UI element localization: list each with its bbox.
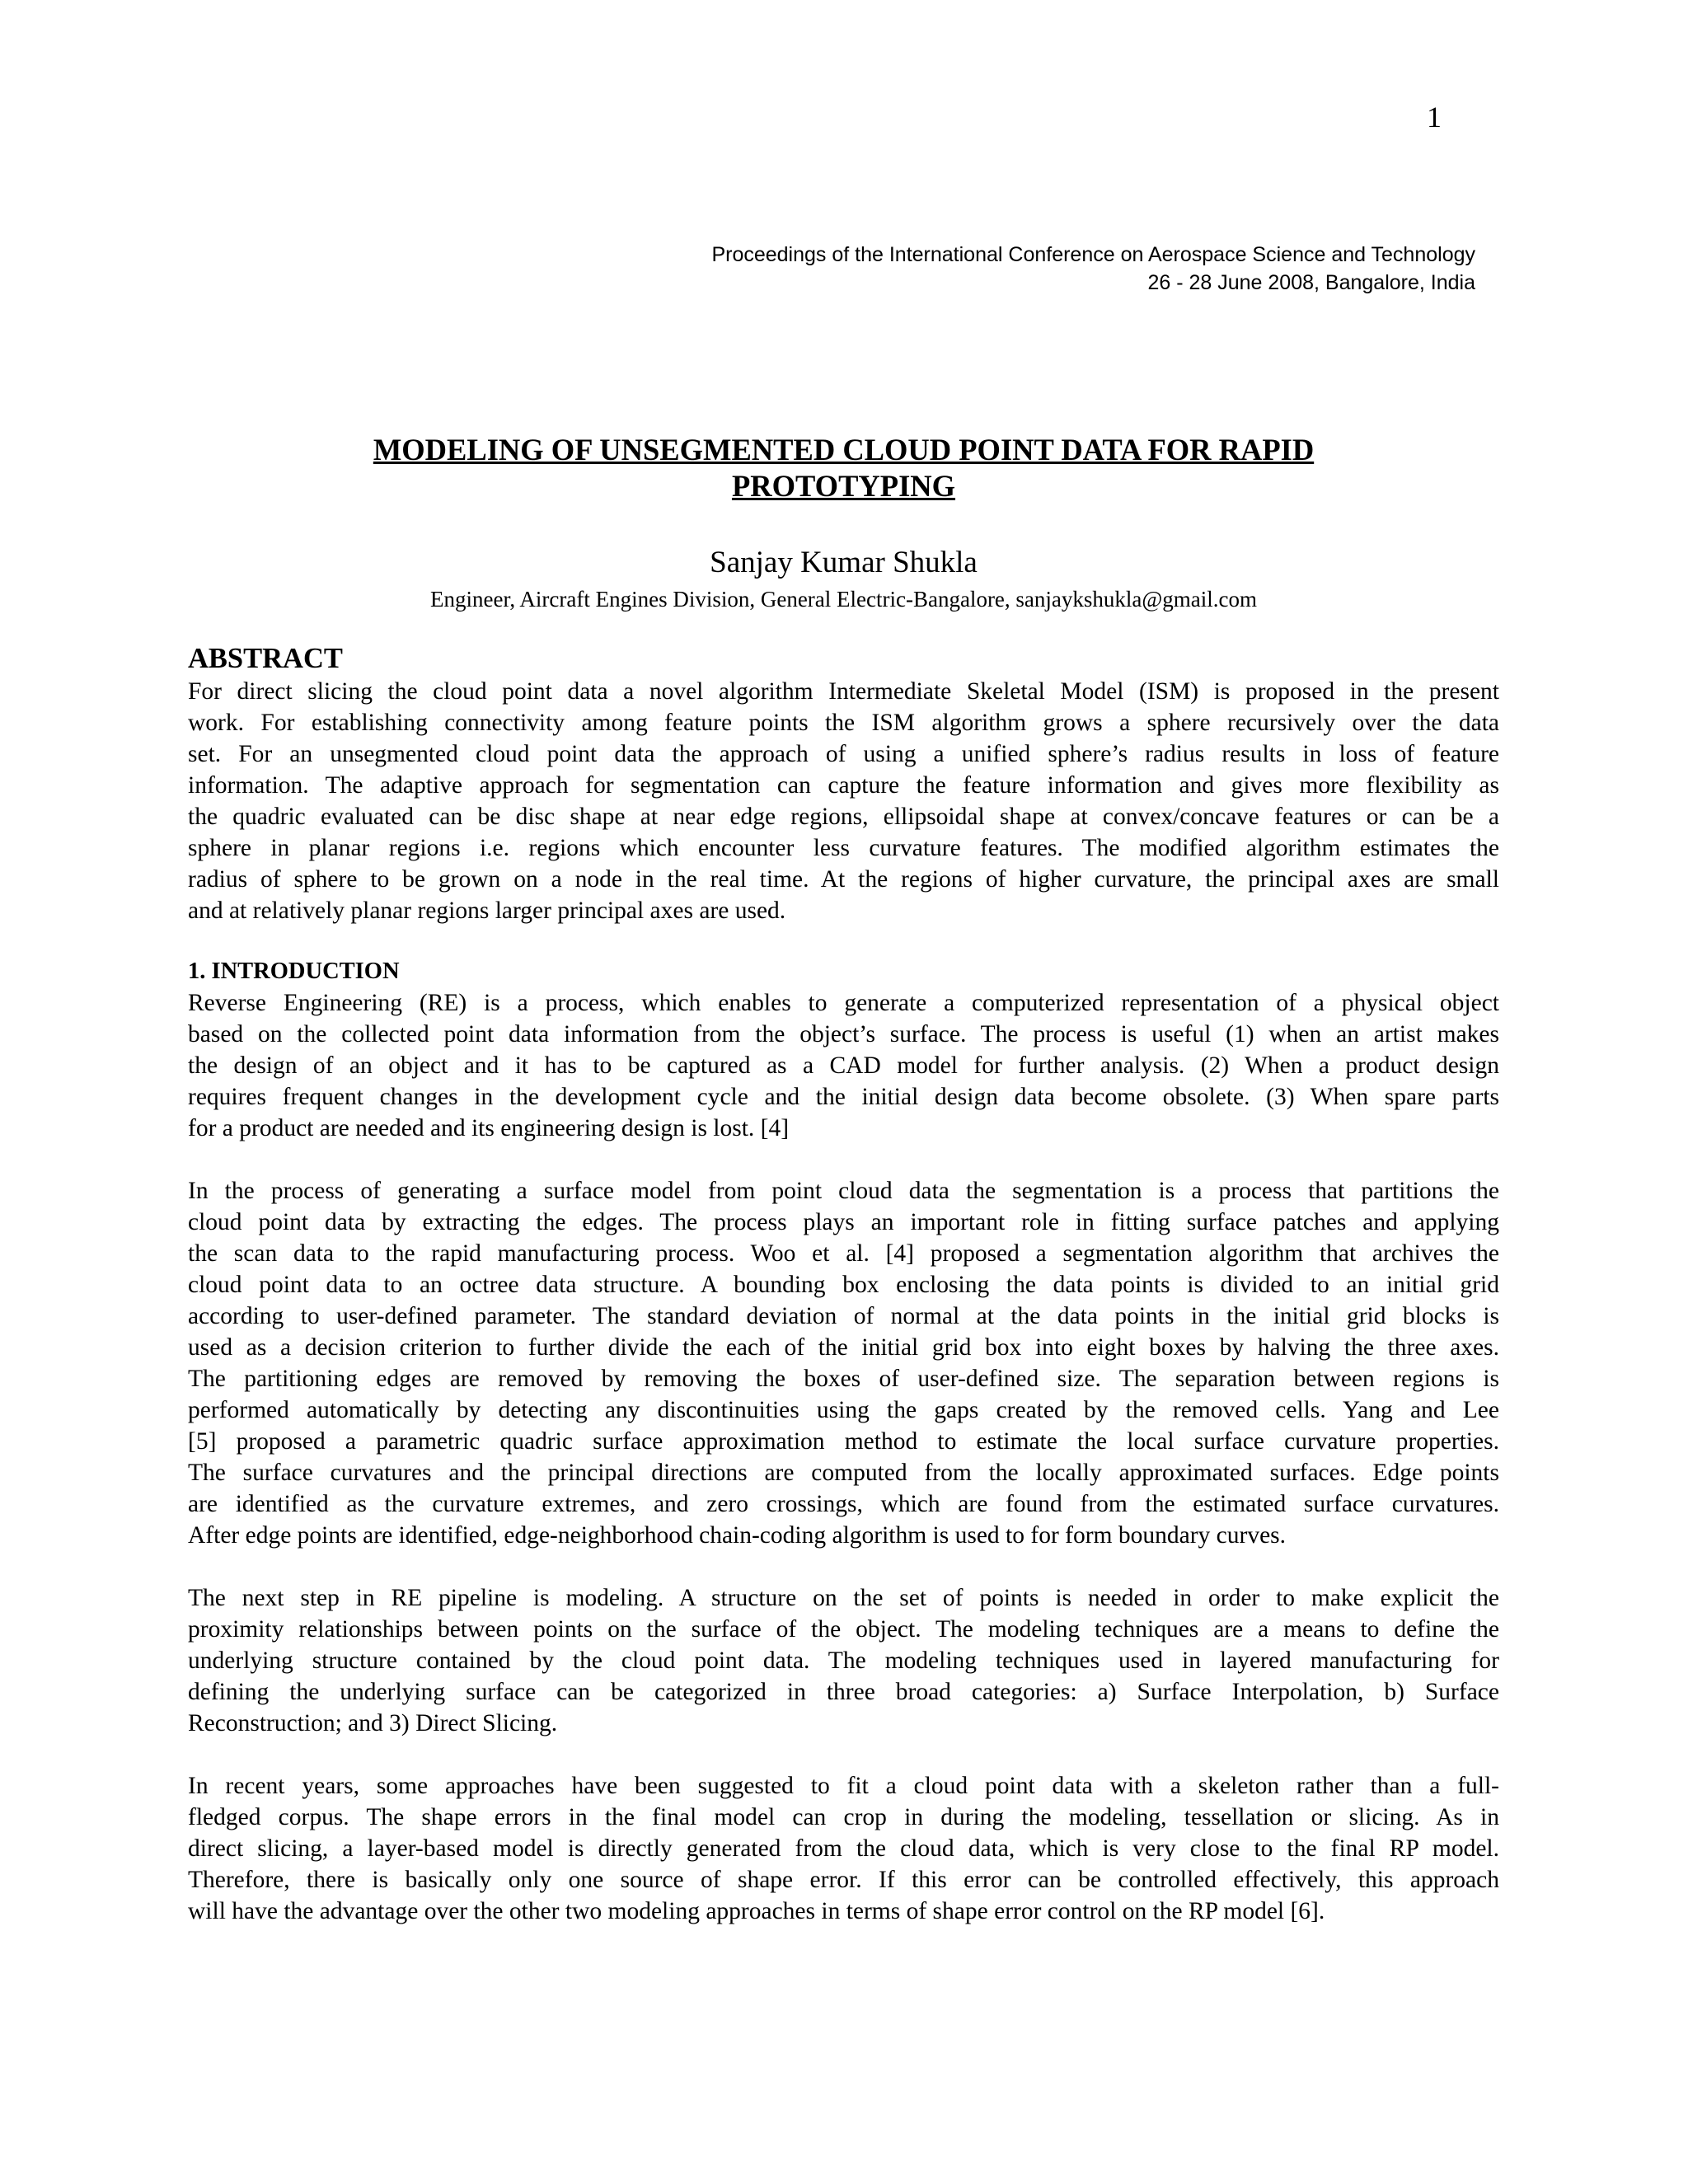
paragraph-line: requires frequent changes in the development cycle and the initial design data become obsolete. (3) When spare parts	[188, 1084, 1499, 1110]
paragraph-line: the design of an object and it has to be captured as a CAD model for further analysis. (2) When a product design	[188, 1052, 1499, 1079]
paragraph-line: based on the collected point data information from the object’s surface. The process is useful (1) when an artist makes	[188, 1021, 1499, 1047]
proceedings-date-location: 26 - 28 June 2008, Bangalore, India	[1147, 271, 1475, 294]
paragraph-line: The surface curvatures and the principal directions are computed from the locally approximated surfaces. Edge points	[188, 1460, 1499, 1486]
paragraph-line: for a product are needed and its engineering design is lost. [4]	[188, 1115, 790, 1141]
paragraph-line: underlying structure contained by the cloud point data. The modeling techniques used in layered manufacturing for	[188, 1647, 1499, 1674]
paragraph-line: performed automatically by detecting any discontinuities using the gaps created by the removed cells. Yang and Lee	[188, 1397, 1499, 1423]
paragraph-line: [5] proposed a parametric quadric surface approximation method to estimate the local surface curvature properties.	[188, 1428, 1499, 1455]
paragraph-line: fledged corpus. The shape errors in the final model can crop in during the modeling, tessellation or slicing. As in	[188, 1804, 1499, 1830]
paragraph-line: according to user-defined parameter. The standard deviation of normal at the data points in the initial grid blocks is	[188, 1303, 1499, 1329]
author-affiliation: Engineer, Aircraft Engines Division, General Electric-Bangalore, sanjaykshukla@gmail.com	[430, 587, 1257, 612]
paragraph-line: For direct slicing the cloud point data a novel algorithm Intermediate Skeletal Model (ISM) is proposed in the present	[188, 678, 1499, 705]
paragraph-line: information. The adaptive approach for segmentation can capture the feature information and gives more flexibility as	[188, 772, 1499, 799]
author-name: Sanjay Kumar Shukla	[710, 546, 978, 579]
paragraph-line: will have the advantage over the other two modeling approaches in terms of shape error control on the RP model [6].	[188, 1898, 1325, 1924]
paragraph-line: direct slicing, a layer-based model is directly generated from the cloud data, which is very close to the final RP model.	[188, 1835, 1499, 1862]
paragraph-line: Reconstruction; and 3) Direct Slicing.	[188, 1710, 558, 1736]
paper-title	[188, 432, 1499, 504]
abstract-heading: ABSTRACT	[188, 643, 343, 674]
paragraph-line: cloud point data to an octree data structure. A bounding box enclosing the data points is divided to an initial grid	[188, 1272, 1499, 1298]
paper-title-line-1: MODELING OF UNSEGMENTED CLOUD POINT DATA FOR RAPID	[373, 433, 1315, 466]
introduction-heading: 1. INTRODUCTION	[188, 958, 400, 984]
page-number: 1	[1427, 101, 1442, 134]
introduction-paragraph-3	[188, 1582, 1499, 1739]
paragraph-line: Therefore, there is basically only one source of shape error. If this error can be controlled effectively, this approach	[188, 1867, 1499, 1893]
proceedings-header	[711, 241, 1475, 297]
paragraph-line: set. For an unsegmented cloud point data the approach of using a unified sphere’s radius results in loss of feature	[188, 741, 1499, 767]
paragraph-line: work. For establishing connectivity among feature points the ISM algorithm grows a sphere recursively over the data	[188, 710, 1499, 736]
paragraph-line: In recent years, some approaches have been suggested to fit a cloud point data with a skeleton rather than a full-	[188, 1773, 1499, 1799]
paper-title-line-2: PROTOTYPING	[731, 469, 956, 503]
paragraph-line: the scan data to the rapid manufacturing process. Woo et al. [4] proposed a segmentation algorithm that archives the	[188, 1240, 1499, 1267]
paragraph-line: The next step in RE pipeline is modeling. A structure on the set of points is needed in order to make explicit the	[188, 1585, 1499, 1611]
paragraph-line: Reverse Engineering (RE) is a process, which enables to generate a computerized representation of a physical object	[188, 990, 1499, 1016]
proceedings-conference: Proceedings of the International Conference on Aerospace Science and Technology	[711, 243, 1475, 266]
paragraph-line: In the process of generating a surface model from point cloud data the segmentation is a process that partitions the	[188, 1178, 1499, 1204]
paragraph-line: After edge points are identified, edge-neighborhood chain-coding algorithm is used to for form boundary curves.	[188, 1522, 1287, 1549]
paragraph-line: radius of sphere to be grown on a node in the real time. At the regions of higher curvature, the principal axes are small	[188, 866, 1499, 893]
introduction-paragraph-1	[188, 987, 1499, 1144]
abstract-paragraph	[188, 676, 1499, 926]
paragraph-line: proximity relationships between points on the surface of the object. The modeling techniques are a means to define the	[188, 1616, 1499, 1643]
paragraph-line: the quadric evaluated can be disc shape at near edge regions, ellipsoidal shape at convex/concave features or can be a	[188, 804, 1499, 830]
paragraph-line: are identified as the curvature extremes, and zero crossings, which are found from the estimated surface curvatures.	[188, 1491, 1499, 1517]
paragraph-line: cloud point data by extracting the edges. The process plays an important role in fitting surface patches and applying	[188, 1209, 1499, 1235]
paragraph-line: The partitioning edges are removed by removing the boxes of user-defined size. The separation between regions is	[188, 1366, 1499, 1392]
introduction-paragraph-2	[188, 1175, 1499, 1551]
paragraph-line: defining the underlying surface can be categorized in three broad categories: a) Surface Interpolation, b) Surface	[188, 1679, 1499, 1705]
introduction-paragraph-4	[188, 1770, 1499, 1927]
paragraph-line: used as a decision criterion to further divide the each of the initial grid box into eight boxes by halving the three axes.	[188, 1334, 1499, 1361]
paragraph-line: and at relatively planar regions larger principal axes are used.	[188, 898, 786, 924]
paragraph-line: sphere in planar regions i.e. regions which encounter less curvature features. The modified algorithm estimates the	[188, 835, 1499, 861]
